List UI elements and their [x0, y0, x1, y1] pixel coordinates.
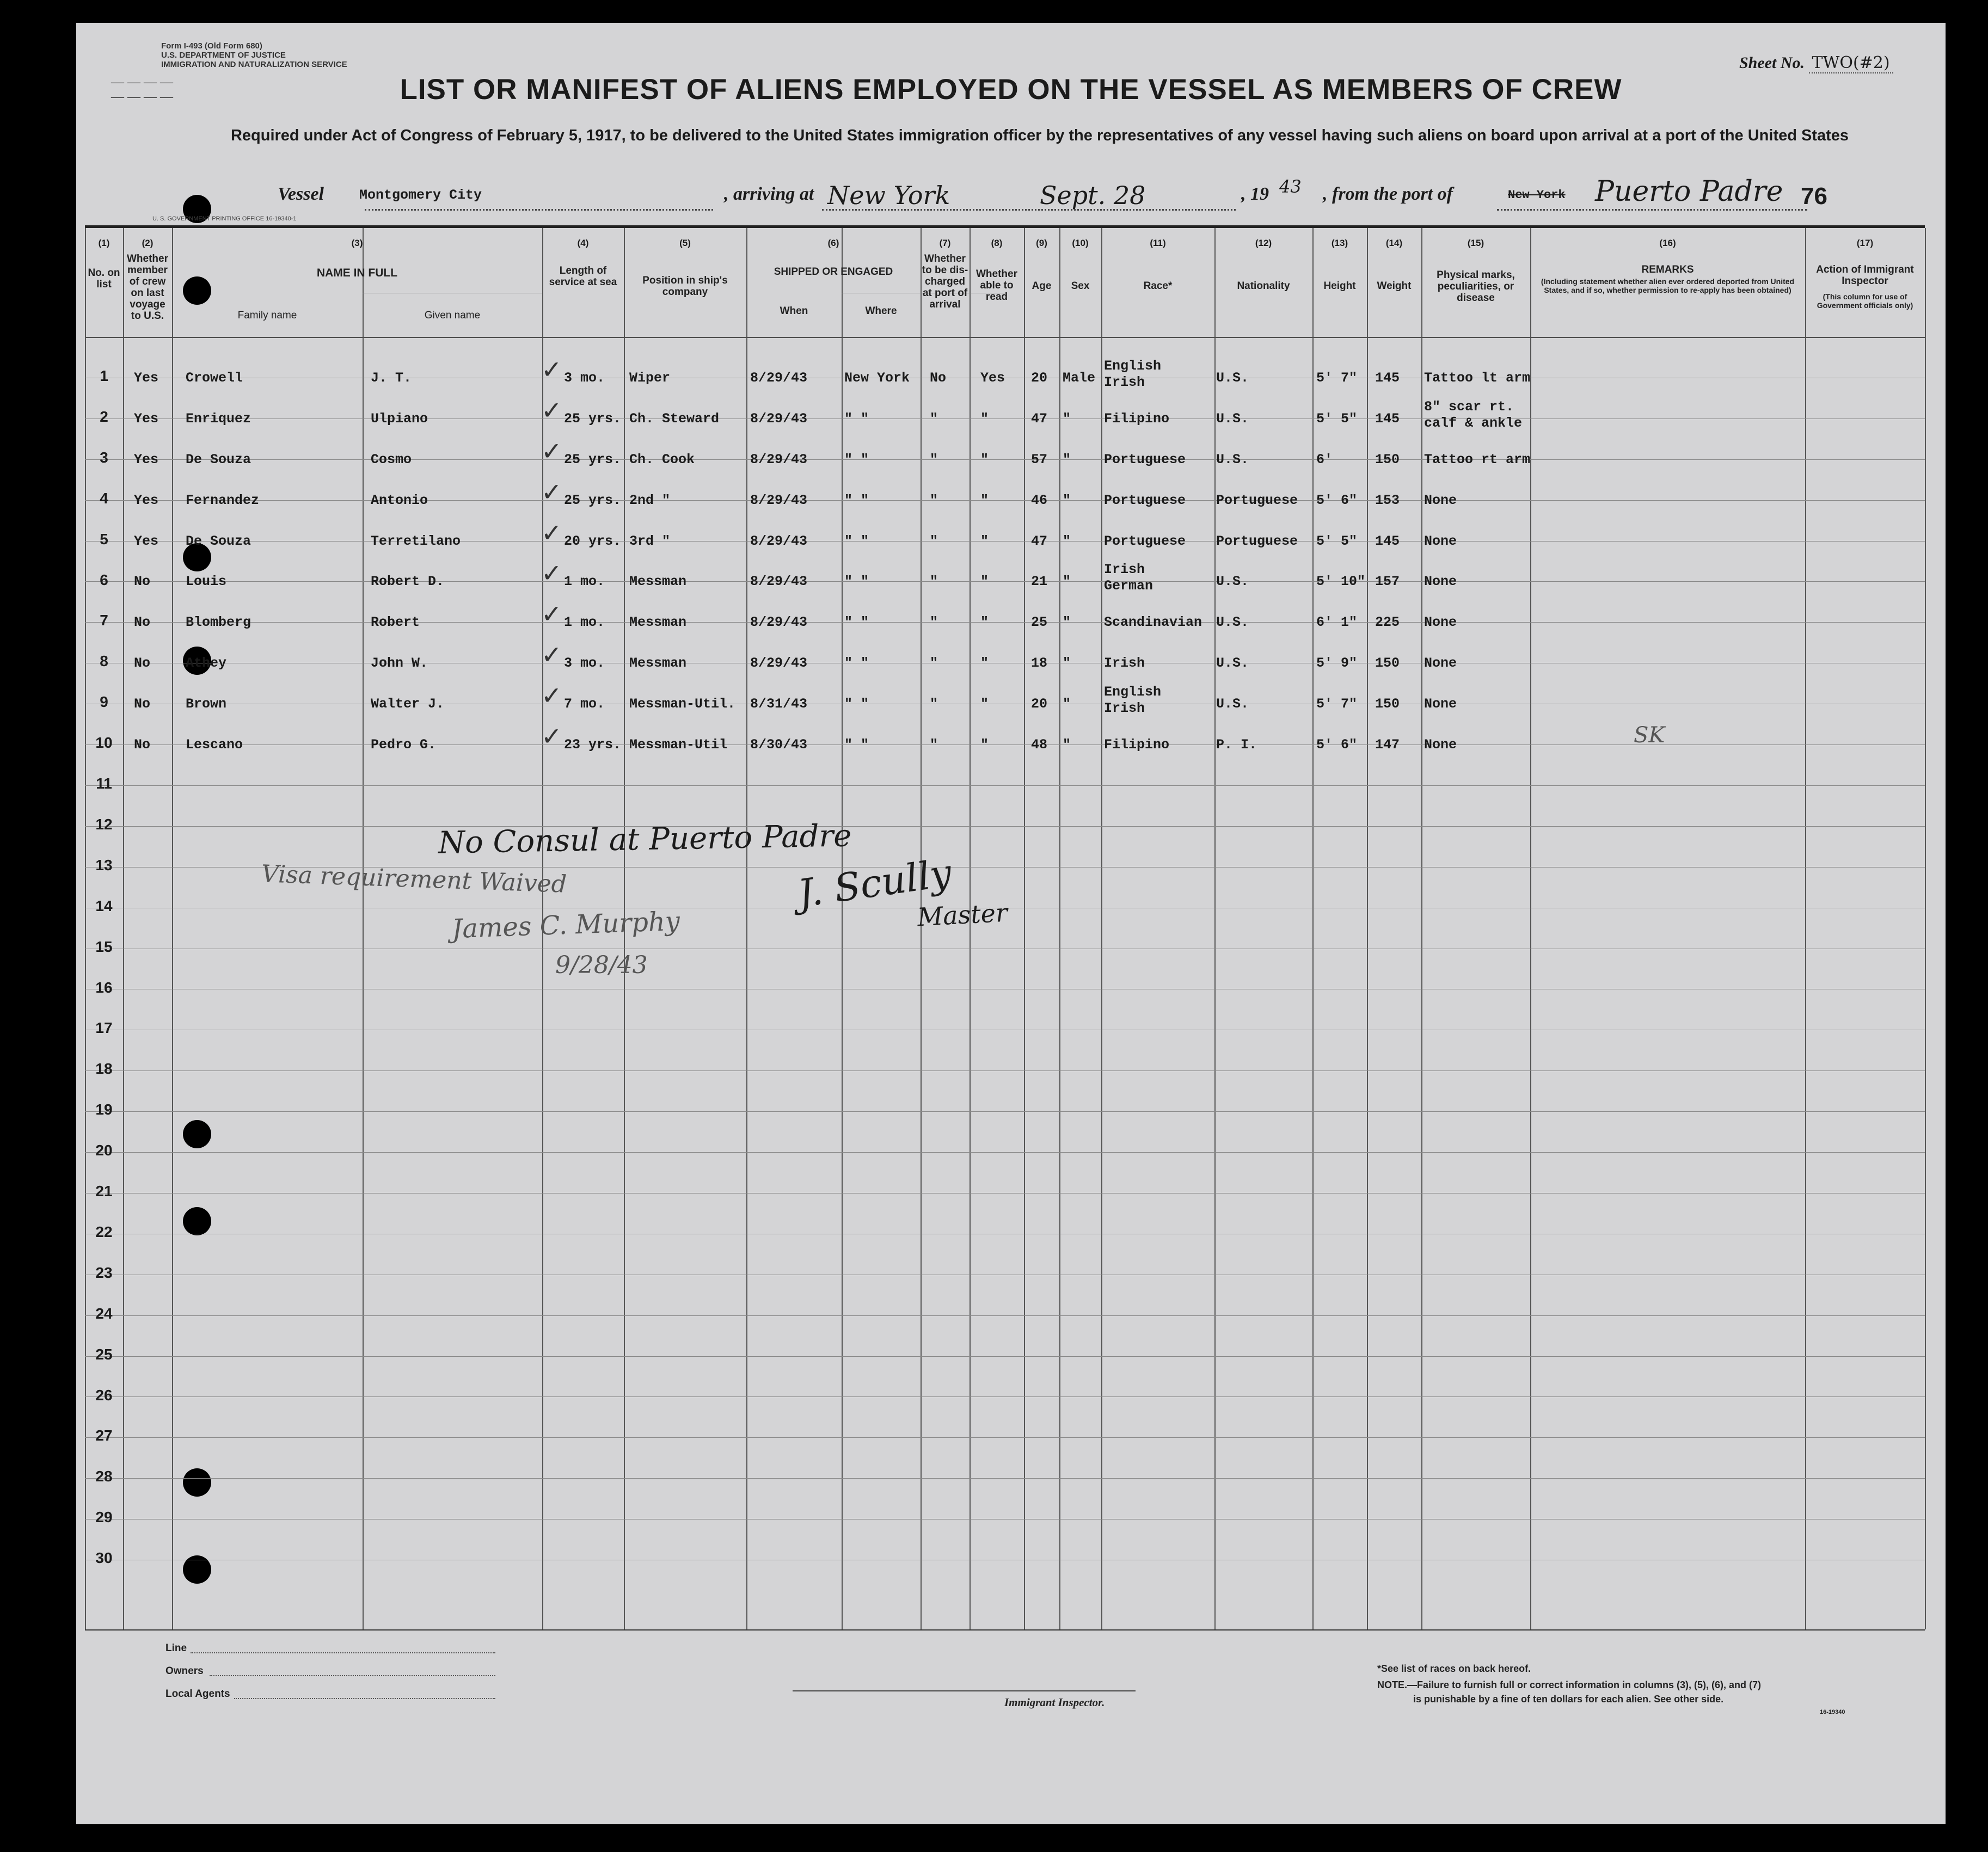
column-number: (14) [1385, 238, 1403, 248]
line-number: 19 [95, 1101, 113, 1118]
arrival-date: Sept. 28 [1040, 181, 1146, 210]
line-number: 3 [100, 448, 108, 466]
page-subtitle: Required under Act of Congress of February 5, 1917, to be delivered to the United States immigration officer by the representatives of any vessel having such aliens on board upon arrival at a port of the United States [230, 127, 1849, 144]
service-length-cell: 1 mo. [564, 574, 605, 590]
column-number: (8) [991, 238, 1003, 248]
line-number: 6 [100, 571, 108, 588]
footer-agents-label: Local Agents [165, 1688, 230, 1700]
given-name-cell: Robert D. [371, 574, 445, 590]
sex-cell: " [1063, 614, 1071, 631]
discharged-cell: " [930, 696, 938, 712]
last-voyage-cell: Yes [134, 410, 159, 427]
line-number: 8 [100, 653, 108, 670]
race-cell: English Irish [1104, 358, 1162, 390]
position-cell: Messman [629, 655, 687, 672]
row-rule [85, 622, 1925, 623]
able-to-read-cell: " [980, 614, 989, 631]
sex-cell: " [1063, 655, 1071, 672]
nationality-cell: U.S. [1216, 614, 1249, 631]
position-cell: Ch. Cook [629, 451, 695, 467]
age-cell: 18 [1031, 655, 1048, 672]
given-name-cell: Antonio [371, 492, 428, 508]
shipped-where-cell: " " [844, 574, 869, 590]
physical-marks-cell: None [1424, 696, 1457, 712]
shipped-when-cell: 8/29/43 [750, 574, 808, 590]
row-rule [85, 500, 1925, 501]
family-name-cell: Blomberg [186, 614, 251, 631]
check-mark-icon: ✓ [541, 723, 562, 750]
line-number: 10 [95, 734, 113, 752]
column-number: (6) [827, 238, 839, 248]
service-length-cell: 7 mo. [564, 696, 605, 712]
position-cell: 3rd " [629, 533, 671, 549]
header-race: Race* [1143, 280, 1173, 292]
line-number: 17 [95, 1019, 113, 1037]
nationality-cell: Portuguese [1216, 492, 1298, 508]
column-number: (15) [1467, 238, 1484, 248]
line-number: 20 [95, 1142, 113, 1159]
height-cell: 5' 6" [1316, 737, 1358, 753]
line-number: 9 [100, 693, 108, 711]
check-mark-icon: ✓ [541, 437, 562, 465]
header-weight: Weight [1377, 280, 1412, 292]
discharged-cell: " [930, 533, 938, 549]
shipped-when-cell: 8/31/43 [750, 696, 808, 712]
able-to-read-cell: " [980, 410, 989, 427]
row-rule [85, 581, 1925, 582]
header-age: Age [1032, 280, 1052, 292]
position-cell: Ch. Steward [629, 410, 720, 427]
header-name-in-full: NAME IN FULL [316, 267, 398, 279]
page-number: 76 [1801, 183, 1827, 210]
shipped-where-cell: " " [844, 614, 869, 631]
header-nationality: Nationality [1237, 280, 1290, 292]
column-number: (2) [142, 238, 154, 248]
column-number: (1) [98, 238, 110, 248]
physical-marks-cell: None [1424, 533, 1457, 549]
inspector-signature: James C. Murphy [451, 906, 680, 945]
check-mark-icon: ✓ [541, 355, 562, 384]
check-mark-icon: ✓ [541, 519, 562, 547]
manifest-page: Form I-493 (Old Form 680) U.S. DEPARTMENT OF JUSTICE IMMIGRATION AND NATURALIZATION SERVICE — — — — — — — — Sheet No. TWO(#2) LIST OR MANIFEST OF ALIENS EMPLOYED ON THE VESSEL AS MEMBERS OF CREW Required under Act of Congress of February 5, 1917, to be delivered to the United States immigration officer by the representatives of any vessel having such aliens on board upon arrival at a port of the United States Vessel Montgomery City , arriving at New York Sept. 28 , 19 43 , from the port of New York Puerto Padre 76 U. S. GOVERNMENT PRINTING OFFICE 16-19340-1 (1) (2) (3) (4) (5) (6) (7) (8) (9) (10) (11) (12) (13) (14) (15) (16) (17) No. on list Whether member of crew on last voyage to U.S. NAME IN FULL Family name Given name Length of service at sea Position in ship's company SHIPPED OR ENGAGED When Where Whether to be dis-charged at port of arrival Whether able to read Age Sex Race* Nationality Height Weight Physical marks, peculiarities, or disease REMARKS (Including statement whether alien ever ordered deported from United States, and if so, whether permission to re-apply has been obtained) Action of Immigrant Inspector (This column for use of Government officials only) 1 2 3 4 5 6 7 8 9 10 11 12 13 14 15 16 17 18 19 20 21 22 23 24 25 26 27 28 29 30 Yes Crowell J. T. 3 mo. Wiper 8/29/43 New York No Yes 20 Male English Irish U.S. 5' 7" 145 Tattoo lt arm ✓ Yes Enriquez Ulpiano 25 yrs. Ch. Steward 8/29/43 " " " " 47 " Filipino U.S. 5' 5" 145 8" scar rt. calf & ankle ✓ Yes De Souza Cosmo 25 yrs. Ch. Cook 8/29/43 " " " " 57 " Portuguese U.S. 6' 150 Tattoo rt arm ✓ Yes Fernandez Antonio 25 yrs. 2nd " 8/29/43 " " " " 46 " Portuguese Portuguese 5' 6" 153 None ✓ Yes De Souza Terretilano 20 yrs. 3rd " 8/29/43 " " " " 47 " Portuguese Portuguese 5' 5" 145 None ✓ No Louis Robert D. 1 mo. Messman 8/29/43 " " " " 21 " Irish German U.S. 5' 10" 157 None ✓ No Blomberg Robert 1 mo. Messman 8/29/43 " " " " 25 " Scandinavian U.S. 6' 1" 225 None ✓ No Athey John W. 3 mo. Messman 8/29/43 " " " " 18 " Irish U.S. 5' 9" 150 None ✓ No Brown Walter J. 7 mo. Messman-Util. 8/31/43 " " " " 20 " English Irish U.S. 5' 7" 150 None ✓ No Lescano Pedro G. 23 yrs. Messman-Util 8/30/43 " " " " 48 " Filipino P. I. 5' 6" 147 None SK ✓ No Consul at Puerto Padre J. Scully Master Visa requirement Waived James C. Murphy 9/28/43 Line Owners Local Agents Immigrant Inspector. *See list of races on back hereof. NOTE.—Failure to furnish full or correct information in columns (3), (5), (6), and (7) is punishable by a fine of ten dollars for each alien. See other side. 16-19340 [76, 23, 1946, 1824]
height-cell: 5' 7" [1316, 696, 1358, 712]
departure-port: Puerto Padre [1595, 175, 1783, 208]
last-voyage-cell: No [134, 574, 151, 590]
discharged-cell: " [930, 614, 938, 631]
row-rule [85, 1356, 1925, 1357]
shipped-where-cell: " " [844, 655, 869, 672]
header-inspector-action: Action of Immigrant Inspector [1816, 264, 1914, 287]
given-name-cell: Walter J. [371, 696, 445, 712]
row-rule [85, 1315, 1925, 1316]
line-number: 18 [95, 1060, 113, 1078]
column-number: (13) [1331, 238, 1348, 248]
able-to-read-cell: " [980, 533, 989, 549]
column-number: (9) [1036, 238, 1047, 248]
given-name-cell: Cosmo [371, 451, 412, 467]
last-voyage-cell: Yes [134, 492, 159, 508]
service-length-cell: 23 yrs. [564, 737, 622, 753]
consul-annotation: No Consul at Puerto Padre [438, 818, 852, 861]
header-no-on-list: No. on list [88, 267, 120, 290]
discharged-cell: No [930, 370, 947, 386]
column-number: (7) [939, 238, 951, 248]
footer-note-1: NOTE.—Failure to furnish full or correct information in columns (3), (5), (6), and (7) [1377, 1679, 1762, 1690]
column-number: (12) [1255, 238, 1272, 248]
race-cell: Irish [1104, 655, 1145, 672]
position-cell: Messman [629, 574, 687, 590]
sex-cell: " [1063, 737, 1071, 753]
physical-marks-cell: None [1424, 655, 1457, 672]
footer-note-2: is punishable by a fine of ten dollars for each alien. See other side. [1413, 1694, 1724, 1705]
shipped-where-cell: " " [844, 737, 869, 753]
printer-line: U. S. GOVERNMENT PRINTING OFFICE 16-19340-1 [152, 216, 297, 222]
position-cell: Messman [629, 614, 687, 631]
service-length-cell: 3 mo. [564, 370, 605, 386]
shipped-when-cell: 8/30/43 [750, 737, 808, 753]
sex-cell: " [1063, 492, 1071, 508]
position-cell: Wiper [629, 370, 671, 386]
weight-cell: 145 [1375, 370, 1400, 386]
height-cell: 6' [1316, 451, 1333, 467]
header-given-name: Given name [424, 310, 481, 321]
shipped-where-cell: " " [844, 696, 869, 712]
age-cell: 21 [1031, 574, 1048, 590]
race-cell: Portuguese [1104, 492, 1186, 508]
service-length-cell: 3 mo. [564, 655, 605, 672]
last-voyage-cell: Yes [134, 370, 159, 386]
line-number: 12 [95, 815, 113, 833]
last-voyage-cell: No [134, 655, 151, 672]
physical-marks-cell: None [1424, 574, 1457, 590]
footer-form-code: 16-19340 [1820, 1709, 1845, 1715]
physical-marks-cell: None [1424, 737, 1457, 753]
weight-cell: 225 [1375, 614, 1400, 631]
weight-cell: 150 [1375, 696, 1400, 712]
family-name-cell: De Souza [186, 533, 251, 549]
discharged-cell: " [930, 737, 938, 753]
able-to-read-cell: " [980, 451, 989, 467]
race-cell: Portuguese [1104, 451, 1186, 467]
sex-cell: " [1063, 451, 1071, 467]
sex-cell: " [1063, 696, 1071, 712]
line-number: 22 [95, 1223, 113, 1240]
header-physical-marks: Physical marks, peculiarities, or disease [1437, 269, 1515, 304]
column-number: (10) [1072, 238, 1089, 248]
column-number: (3) [351, 238, 363, 248]
sheet-number: Sheet No. TWO(#2) [1739, 53, 1893, 72]
last-voyage-cell: Yes [134, 533, 159, 549]
nationality-cell: U.S. [1216, 574, 1249, 590]
line-number: 27 [95, 1427, 113, 1444]
given-name-cell: Terretilano [371, 533, 461, 549]
service-length-cell: 25 yrs. [564, 410, 622, 427]
age-cell: 20 [1031, 370, 1048, 386]
visa-date: 9/28/43 [555, 951, 648, 979]
shipped-when-cell: 8/29/43 [750, 533, 808, 549]
line-number: 24 [95, 1305, 113, 1322]
height-cell: 5' 10" [1316, 574, 1366, 590]
sex-cell: Male [1063, 370, 1096, 386]
line-number: 5 [100, 530, 108, 547]
family-name-cell: Lescano [186, 737, 243, 753]
check-mark-icon: ✓ [541, 559, 562, 588]
race-cell: Scandinavian [1104, 614, 1202, 631]
nationality-cell: U.S. [1216, 655, 1249, 672]
vessel-name: Montgomery City [359, 187, 482, 203]
weight-cell: 145 [1375, 410, 1400, 427]
line-number: 28 [95, 1468, 113, 1485]
column-number: (16) [1659, 238, 1676, 248]
row-rule [85, 1152, 1925, 1153]
header-shipped-engaged: SHIPPED OR ENGAGED [774, 266, 893, 278]
position-cell: Messman-Util [629, 737, 728, 753]
header-when: When [780, 305, 808, 317]
given-name-cell: J. T. [371, 370, 412, 386]
age-cell: 47 [1031, 533, 1048, 549]
able-to-read-cell: " [980, 655, 989, 672]
height-cell: 5' 6" [1316, 492, 1358, 508]
header-length-of-service: Length of service at sea [549, 265, 617, 288]
header-family-name: Family name [237, 310, 297, 321]
form-margin-marks: — — — — — — — — [111, 75, 173, 104]
header-last-voyage: Whether member of crew on last voyage to U.S. [127, 253, 168, 322]
master-signature: J. Scully [795, 850, 955, 916]
able-to-read-cell: " [980, 737, 989, 753]
footer-inspector-label: Immigrant Inspector. [1004, 1696, 1105, 1709]
row-rule [85, 1070, 1925, 1071]
age-cell: 20 [1031, 696, 1048, 712]
physical-marks-cell: None [1424, 492, 1457, 508]
age-cell: 46 [1031, 492, 1048, 508]
header-remarks-note: (Including statement whether alien ever ordered deported from United States, and if so, whether permission to re-apply has been obtained) [1541, 277, 1795, 294]
family-name-cell: Enriquez [186, 410, 251, 427]
given-name-cell: Robert [371, 614, 420, 631]
check-mark-icon: ✓ [541, 682, 562, 710]
line-number: 25 [95, 1345, 113, 1363]
line-number: 16 [95, 979, 113, 996]
visa-annotation: Visa requirement Waived [261, 860, 567, 899]
line-number: 15 [95, 938, 113, 955]
last-voyage-cell: No [134, 614, 151, 631]
shipped-when-cell: 8/29/43 [750, 410, 808, 427]
nationality-cell: P. I. [1216, 737, 1257, 753]
row-rule [85, 1437, 1925, 1438]
header-discharged: Whether to be dis-charged at port of arrival [922, 253, 968, 310]
given-name-cell: Pedro G. [371, 737, 437, 753]
service-length-cell: 25 yrs. [564, 451, 622, 467]
column-number: (17) [1856, 238, 1874, 248]
column-number: (11) [1150, 238, 1166, 248]
weight-cell: 150 [1375, 655, 1400, 672]
age-cell: 48 [1031, 737, 1048, 753]
page-title: LIST OR MANIFEST OF ALIENS EMPLOYED ON THE VESSEL AS MEMBERS OF CREW [400, 73, 1622, 106]
able-to-read-cell: Yes [980, 370, 1005, 386]
shipped-when-cell: 8/29/43 [750, 492, 808, 508]
height-cell: 5' 9" [1316, 655, 1358, 672]
weight-cell: 157 [1375, 574, 1400, 590]
nationality-cell: U.S. [1216, 696, 1249, 712]
inspector-signature-line [793, 1690, 1136, 1691]
nationality-cell: U.S. [1216, 451, 1249, 467]
position-cell: 2nd " [629, 492, 671, 508]
line-number: 13 [95, 856, 113, 873]
line-number: 26 [95, 1386, 113, 1404]
row-rule [85, 1111, 1925, 1112]
weight-cell: 145 [1375, 533, 1400, 549]
sex-cell: " [1063, 410, 1071, 427]
line-number: 21 [95, 1183, 113, 1199]
race-cell: English Irish [1104, 684, 1162, 717]
line-number: 29 [95, 1509, 113, 1526]
footer-owners-label: Owners [165, 1665, 204, 1677]
form-identifier: Form I-493 (Old Form 680) U.S. DEPARTMENT OF JUSTICE IMMIGRATION AND NATURALIZATION SERVICE [161, 41, 347, 69]
able-to-read-cell: " [980, 696, 989, 712]
nationality-cell: Portuguese [1216, 533, 1298, 549]
line-number: 11 [96, 775, 112, 792]
shipped-when-cell: 8/29/43 [750, 614, 808, 631]
row-rule [85, 541, 1925, 542]
sex-cell: " [1063, 574, 1071, 590]
height-cell: 6' 1" [1316, 614, 1358, 631]
family-name-cell: Louis [186, 574, 227, 590]
sex-cell: " [1063, 533, 1071, 549]
row-rule [85, 826, 1925, 827]
family-name-cell: De Souza [186, 451, 251, 467]
service-length-cell: 25 yrs. [564, 492, 622, 508]
shipped-where-cell: " " [844, 533, 869, 549]
column-number: (5) [679, 238, 691, 248]
weight-cell: 153 [1375, 492, 1400, 508]
arrival-year: 43 [1279, 176, 1302, 197]
family-name-cell: Athey [186, 655, 227, 672]
race-cell: Portuguese [1104, 533, 1186, 549]
header-where: Where [865, 305, 897, 317]
check-mark-icon: ✓ [541, 600, 562, 629]
family-name-cell: Crowell [186, 370, 243, 386]
shipped-where-cell: " " [844, 451, 869, 467]
height-cell: 5' 5" [1316, 533, 1358, 549]
service-length-cell: 20 yrs. [564, 533, 622, 549]
age-cell: 25 [1031, 614, 1048, 631]
line-number: 2 [100, 408, 108, 425]
last-voyage-cell: No [134, 696, 151, 712]
family-name-cell: Brown [186, 696, 227, 712]
arrival-port: New York [827, 181, 950, 210]
shipped-where-cell: " " [844, 410, 869, 427]
header-inspector-note: (This column for use of Government officials only) [1817, 292, 1913, 310]
line-number: 4 [100, 489, 108, 507]
row-rule [85, 785, 1925, 786]
physical-marks-cell: None [1424, 614, 1457, 631]
given-name-cell: Ulpiano [371, 410, 428, 427]
discharged-cell: " [930, 655, 938, 672]
weight-cell: 150 [1375, 451, 1400, 467]
able-to-read-cell: " [980, 574, 989, 590]
nationality-cell: U.S. [1216, 410, 1249, 427]
check-mark-icon: ✓ [541, 396, 562, 424]
shipped-where-cell: New York [844, 370, 910, 386]
header-able-to-read: Whether able to read [976, 268, 1017, 303]
physical-marks-cell: Tattoo lt arm [1424, 370, 1531, 386]
struck-port: New York [1508, 188, 1566, 202]
line-number: 14 [95, 897, 113, 914]
check-mark-icon: ✓ [541, 641, 562, 669]
remarks-cell: SK [1634, 723, 1665, 748]
physical-marks-cell: Tattoo rt arm [1424, 451, 1531, 467]
discharged-cell: " [930, 492, 938, 508]
age-cell: 47 [1031, 410, 1048, 427]
header-sex: Sex [1071, 280, 1090, 292]
line-number: 7 [100, 612, 108, 629]
last-voyage-cell: No [134, 737, 151, 753]
header-height: Height [1323, 280, 1356, 292]
row-rule [85, 459, 1925, 460]
discharged-cell: " [930, 410, 938, 427]
shipped-where-cell: " " [844, 492, 869, 508]
row-rule [85, 1396, 1925, 1397]
last-voyage-cell: Yes [134, 451, 159, 467]
position-cell: Messman-Util. [629, 696, 736, 712]
shipped-when-cell: 8/29/43 [750, 451, 808, 467]
line-number: 1 [100, 367, 108, 384]
shipped-when-cell: 8/29/43 [750, 655, 808, 672]
race-cell: Filipino [1104, 737, 1170, 753]
master-title: Master [916, 897, 1009, 932]
physical-marks-cell: 8" scar rt. calf & ankle [1424, 398, 1523, 431]
discharged-cell: " [930, 574, 938, 590]
family-name-cell: Fernandez [186, 492, 260, 508]
age-cell: 57 [1031, 451, 1048, 467]
able-to-read-cell: " [980, 492, 989, 508]
height-cell: 5' 7" [1316, 370, 1358, 386]
line-number: 30 [95, 1549, 113, 1567]
nationality-cell: U.S. [1216, 370, 1249, 386]
header-position: Position in ship's company [642, 275, 728, 298]
race-cell: Filipino [1104, 410, 1170, 427]
line-number: 23 [95, 1264, 113, 1281]
column-number: (4) [577, 238, 589, 248]
discharged-cell: " [930, 451, 938, 467]
weight-cell: 147 [1375, 737, 1400, 753]
crew-table [85, 225, 1925, 1629]
service-length-cell: 1 mo. [564, 614, 605, 631]
row-rule [85, 1478, 1925, 1479]
footer-line-label: Line [165, 1642, 187, 1654]
height-cell: 5' 5" [1316, 410, 1358, 427]
given-name-cell: John W. [371, 655, 428, 672]
header-remarks: REMARKS [1641, 264, 1694, 275]
footer-races-note: *See list of races on back hereof. [1377, 1663, 1531, 1674]
check-mark-icon: ✓ [541, 478, 562, 506]
shipped-when-cell: 8/29/43 [750, 370, 808, 386]
race-cell: Irish German [1104, 562, 1153, 594]
